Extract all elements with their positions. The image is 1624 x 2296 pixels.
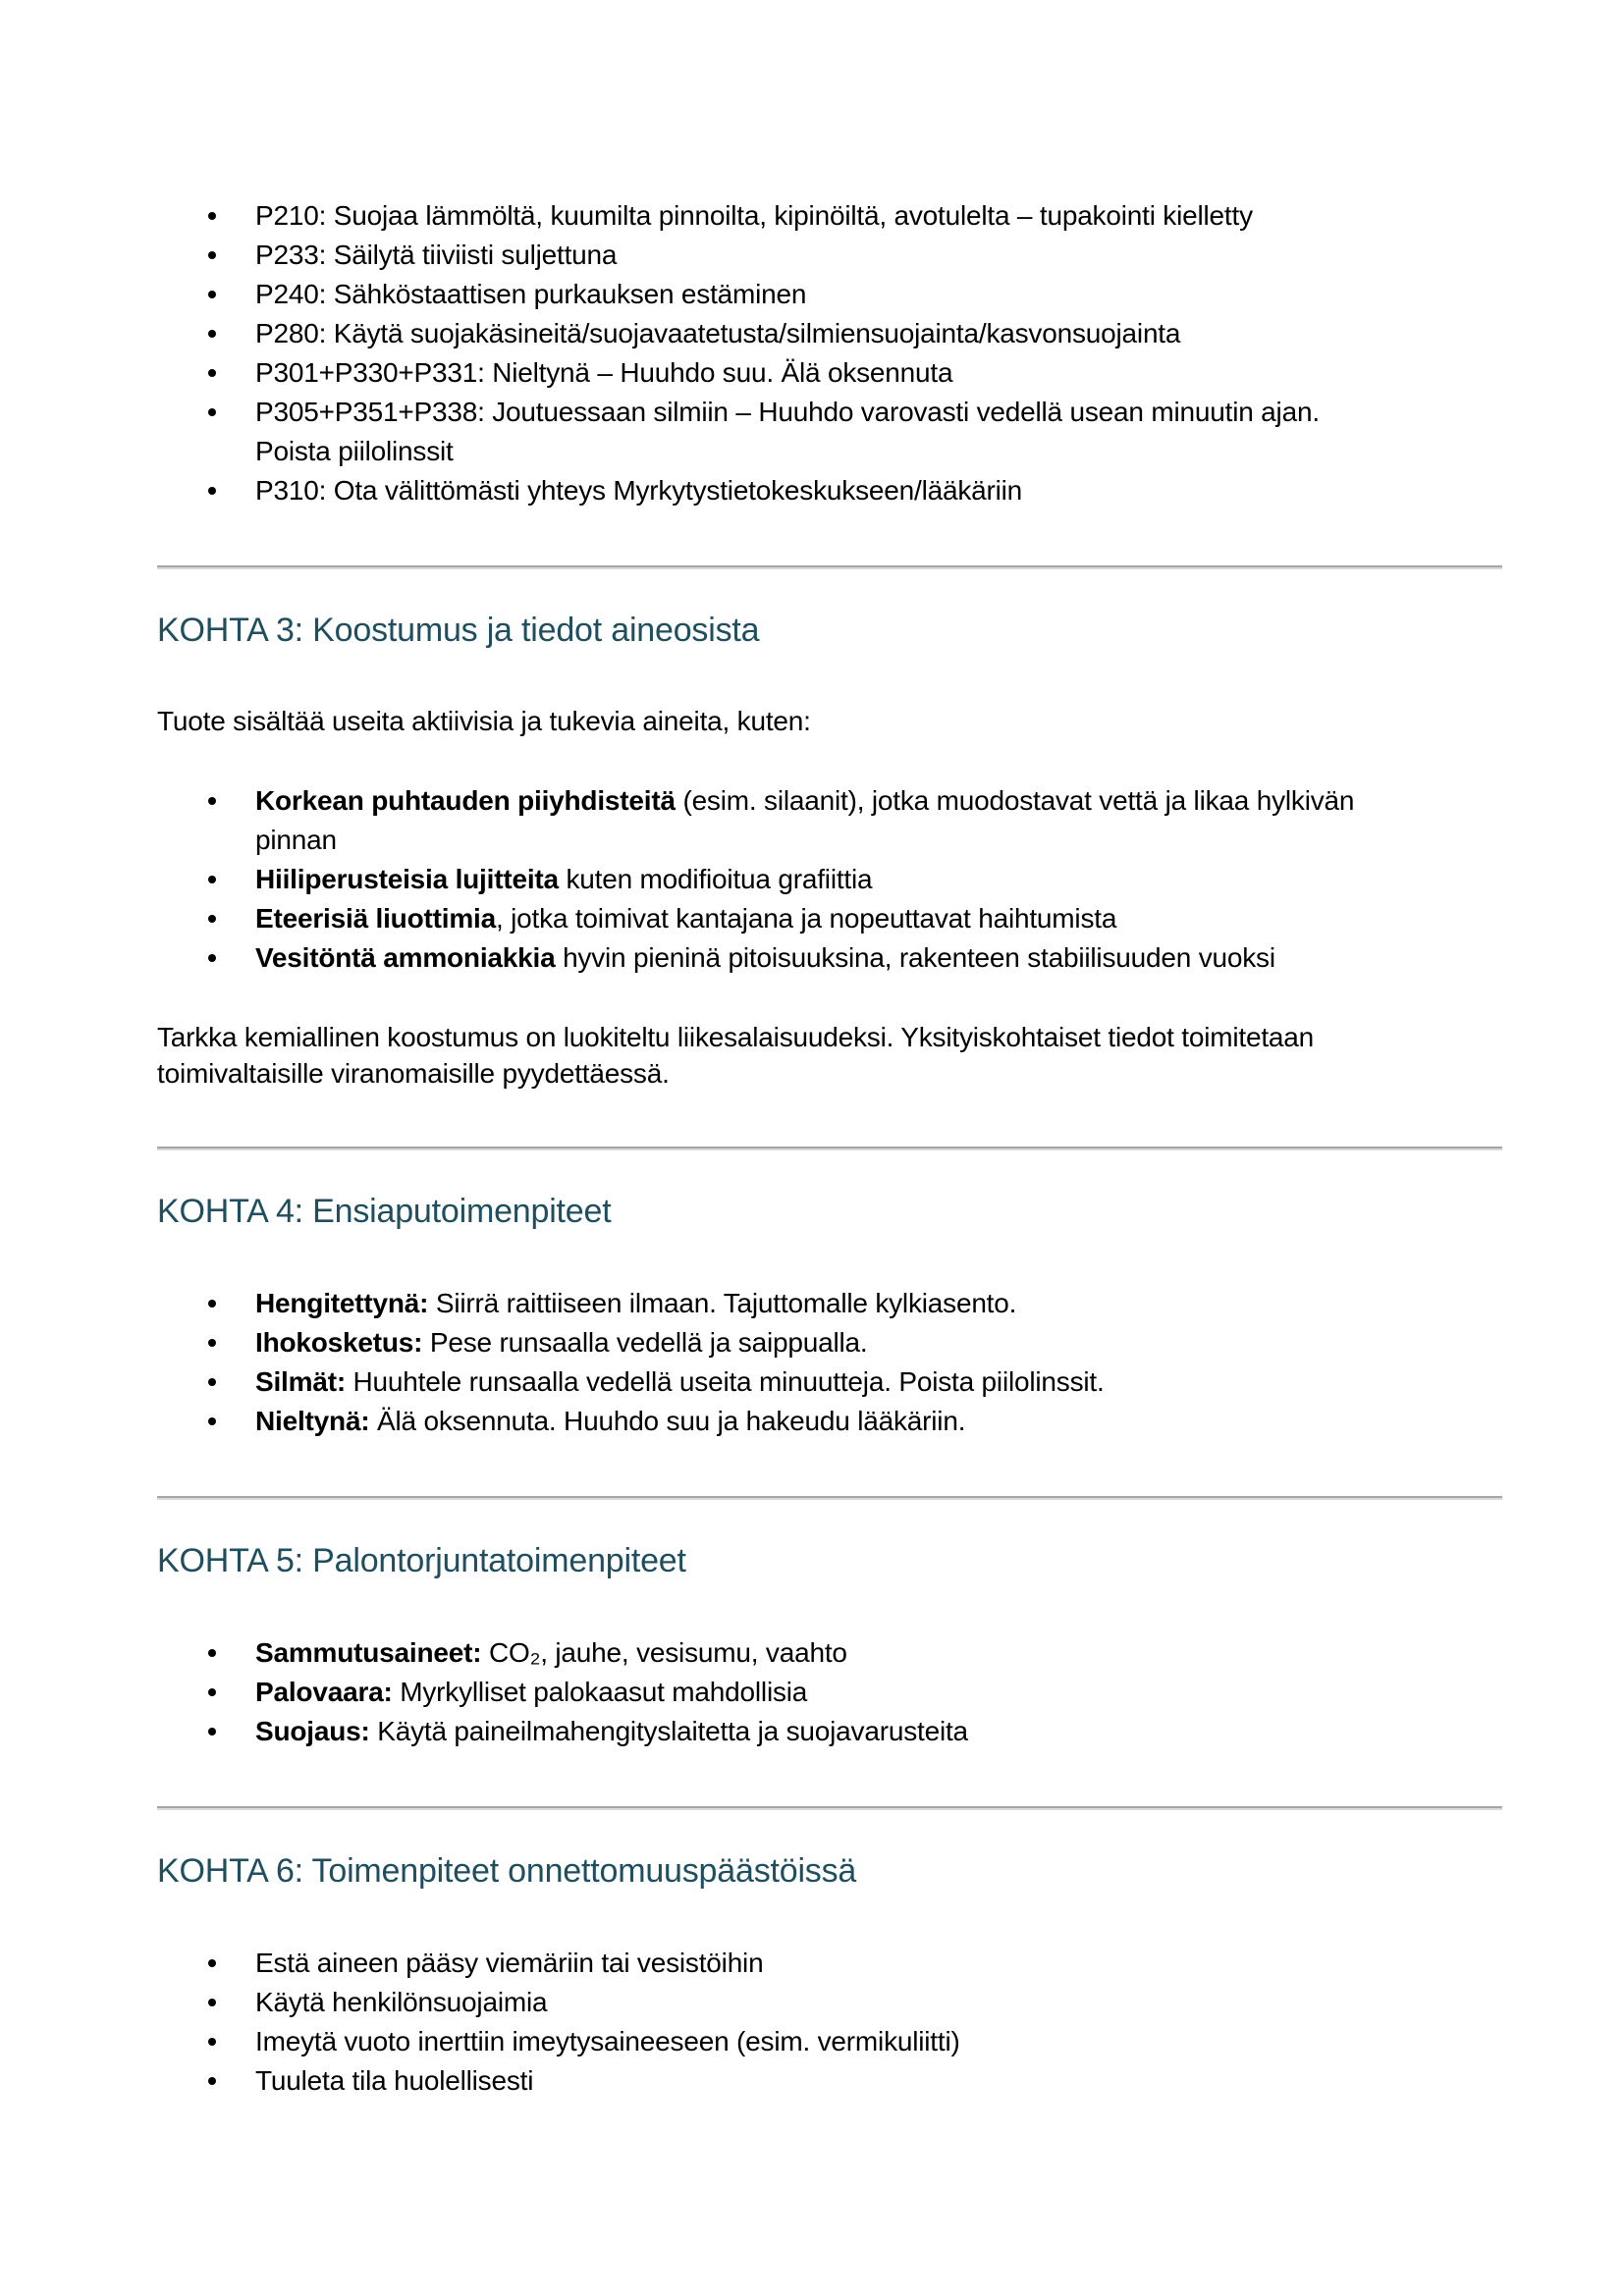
list-item-bold-lead: Eteerisiä liuottimia — [255, 903, 496, 934]
list-item-bold-lead: Ihokosketus: — [255, 1327, 423, 1358]
list-item: Hiiliperusteisia lujitteita kuten modifioitua grafiittia — [157, 860, 1502, 899]
section-heading-kohta-5: KOHTA 5: Palontorjuntatoimenpiteet — [157, 1542, 686, 1579]
list-item: Korkean puhtauden piiyhdisteitä (esim. silaanit), jotka muodostavat vettä ja likaa hylkivän pinnan — [157, 781, 1502, 860]
list-item-bold-lead: Hiiliperusteisia lujitteita — [255, 864, 559, 894]
list-item: P210: Suojaa lämmöltä, kuumilta pinnoilta, kipinöiltä, avotulelta – tupakointi kielletty — [157, 196, 1502, 236]
list-item-bold-lead: Nieltynä: — [255, 1406, 370, 1436]
list-item: Tuuleta tila huolellisesti — [157, 2061, 1502, 2101]
section-kohta-3 — [157, 609, 1502, 1092]
section-intro-kohta-3: Tuote sisältää useita aktiivisia ja tukevia aineita, kuten: — [157, 706, 811, 736]
section-divider — [157, 1147, 1502, 1150]
section-kohta-6 — [157, 1849, 1502, 2101]
bullet-list-kohta-6 — [157, 1944, 1502, 2101]
bullet-list-kohta-5 — [157, 1633, 1502, 1751]
list-item: P310: Ota välittömästi yhteys Myrkytystietokeskukseen/lääkäriin — [157, 471, 1502, 510]
list-item: Hengitettynä: Siirrä raittiiseen ilmaan. Tajuttomalle kylkiasento. — [157, 1284, 1502, 1323]
section-heading-kohta-3: KOHTA 3: Koostumus ja tiedot aineosista — [157, 612, 760, 649]
list-item: Eteerisiä liuottimia, jotka toimivat kantajana ja nopeuttavat haihtumista — [157, 899, 1502, 938]
section-kohta-4 — [157, 1190, 1502, 1441]
list-item: Käytä henkilönsuojaimia — [157, 1983, 1502, 2022]
list-item-bold-lead: Sammutusaineet: — [255, 1637, 482, 1668]
list-item-bold-lead: Korkean puhtauden piiyhdisteitä — [255, 785, 676, 816]
list-item-bold-lead: Hengitettynä: — [255, 1288, 429, 1318]
section-outro-kohta-3: Tarkka kemiallinen koostumus on luokiteltu liikesalaisuudeksi. Yksityiskohtaiset tiedot toimitetaan toimivaltaisille viranomaisille pyydettäessä. — [157, 1022, 1315, 1089]
list-item: Silmät: Huuhtele runsaalla vedellä useita minuutteja. Poista piilolinssit. — [157, 1362, 1502, 1402]
section-heading-kohta-4: KOHTA 4: Ensiaputoimenpiteet — [157, 1193, 612, 1230]
list-item: P280: Käytä suojakäsineitä/suojavaatetusta/silmiensuojainta/kasvonsuojainta — [157, 314, 1502, 353]
list-item-bold-lead: Vesitöntä ammoniakkia — [255, 942, 556, 973]
list-item: Palovaara: Myrkylliset palokaasut mahdollisia — [157, 1673, 1502, 1712]
list-item: Vesitöntä ammoniakkia hyvin pieninä pitoisuuksina, rakenteen stabiilisuuden vuoksi — [157, 938, 1502, 978]
list-item: P305+P351+P338: Joutuessaan silmiin – Huuhdo varovasti vedellä usean minuutin ajan. Poista piilolinssit — [157, 393, 1502, 471]
list-item: Imeytä vuoto inerttiin imeytysaineeseen (esim. vermikuliitti) — [157, 2022, 1502, 2061]
list-item-bold-lead: Silmät: — [255, 1366, 346, 1397]
list-item: P240: Sähköstaattisen purkauksen estäminen — [157, 275, 1502, 314]
bullet-list-kohta-3 — [157, 781, 1502, 978]
section-divider — [157, 565, 1502, 569]
bullet-list-kohta-4 — [157, 1284, 1502, 1441]
list-item-bold-lead: Suojaus: — [255, 1716, 370, 1746]
section-divider — [157, 1806, 1502, 1810]
list-item: Ihokosketus: Pese runsaalla vedellä ja saippualla. — [157, 1323, 1502, 1362]
list-item: Suojaus: Käytä paineilmahengityslaitetta ja suojavarusteita — [157, 1712, 1502, 1751]
list-item: P233: Säilytä tiiviisti suljettuna — [157, 236, 1502, 275]
list-item: Estä aineen pääsy viemäriin tai vesistöihin — [157, 1944, 1502, 1983]
bullet-list-precautionary — [157, 196, 1502, 510]
list-item: P301+P330+P331: Nieltynä – Huuhdo suu. Älä oksennuta — [157, 353, 1502, 393]
section-precautionary-statements — [157, 196, 1502, 510]
list-item-bold-lead: Palovaara: — [255, 1677, 393, 1707]
list-item: Sammutusaineet: CO₂, jauhe, vesisumu, vaahto — [157, 1633, 1502, 1673]
list-item: Nieltynä: Älä oksennuta. Huuhdo suu ja hakeudu lääkäriin. — [157, 1402, 1502, 1441]
section-divider — [157, 1496, 1502, 1500]
section-kohta-5 — [157, 1539, 1502, 1751]
section-heading-kohta-6: KOHTA 6: Toimenpiteet onnettomuuspäästöissä — [157, 1852, 857, 1890]
